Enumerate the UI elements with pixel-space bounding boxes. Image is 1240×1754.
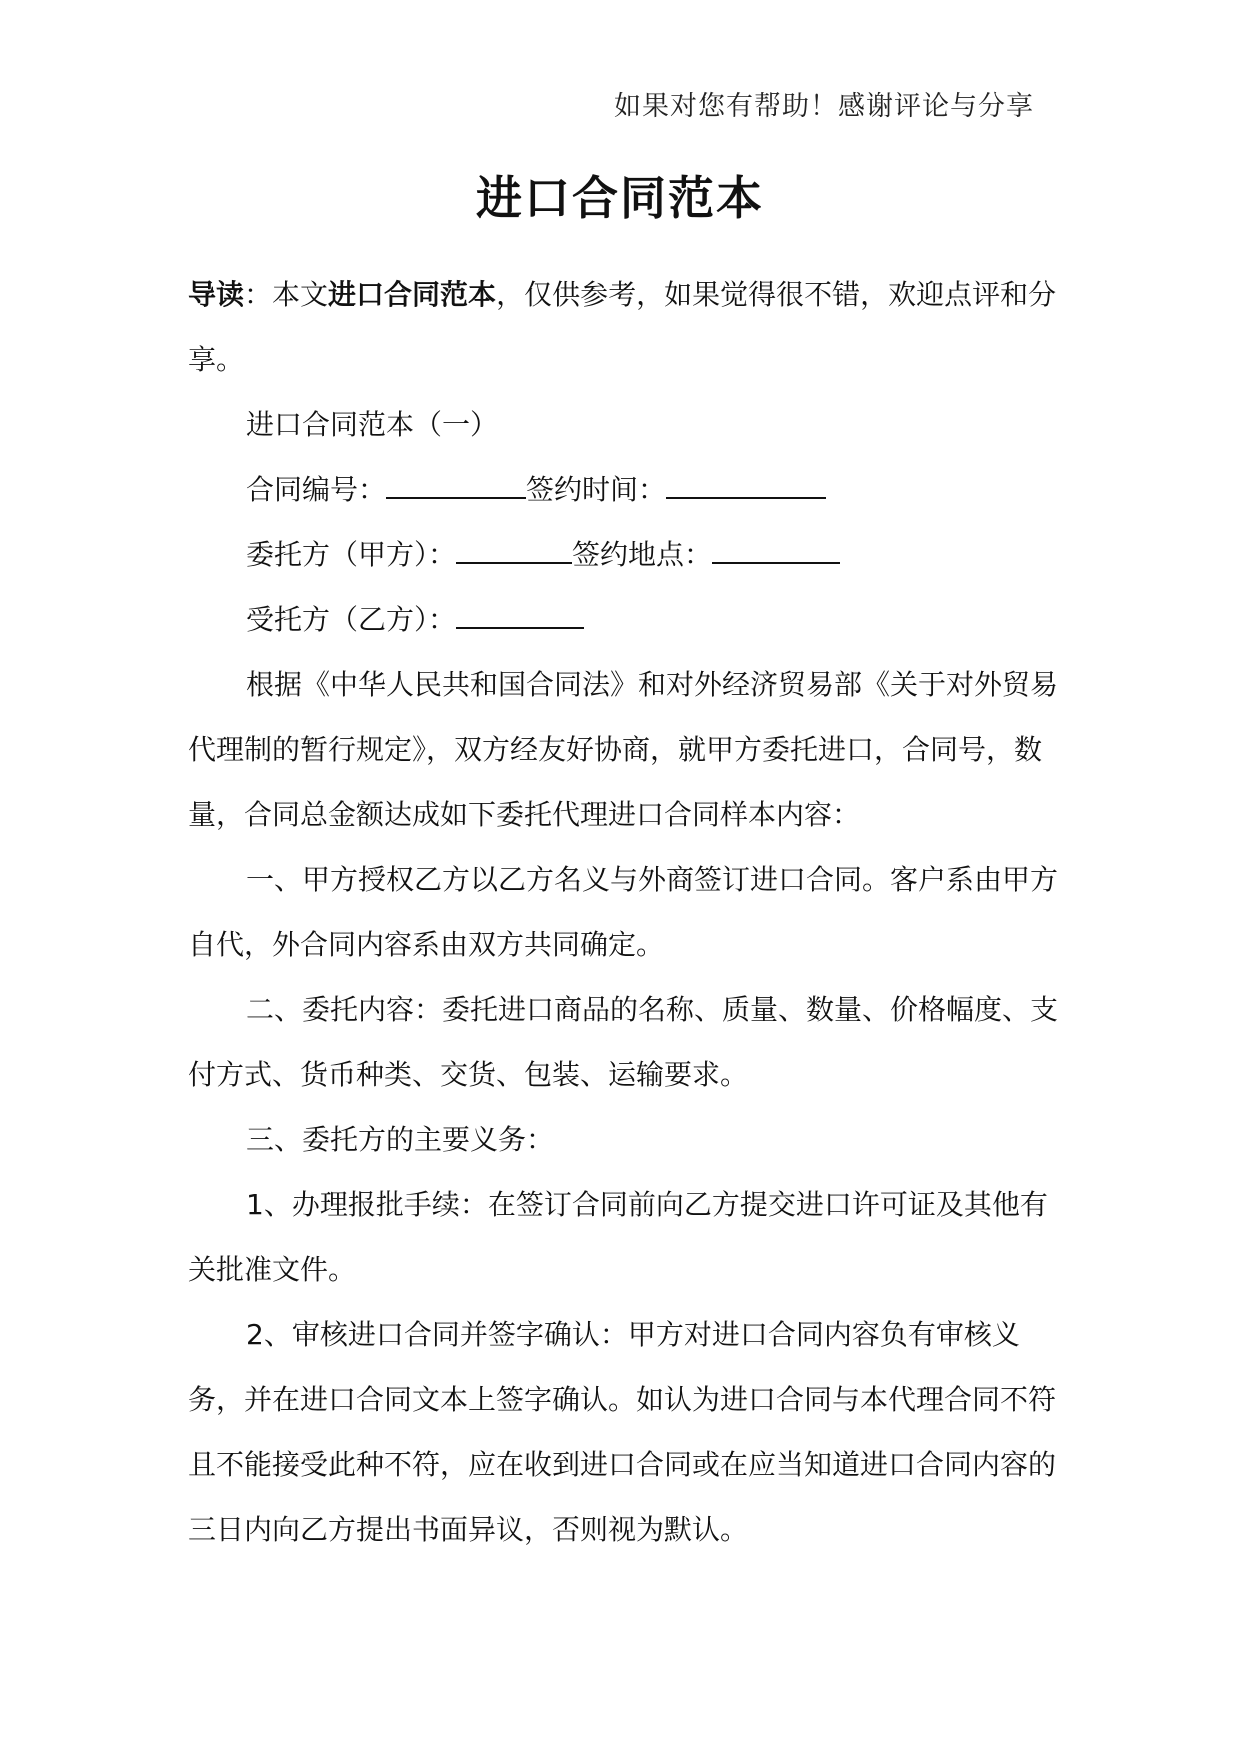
intro-paragraph [188,262,1068,392]
contract-no-label: 合同编号： [246,473,387,506]
body-paragraph: 一、甲方授权乙方以乙方名义与外商签订进口合同。客户系由甲方自代，外合同内容系由双方共同确定。 [188,863,1059,961]
body-paragraph: 三、委托方的主要义务： [246,1123,555,1156]
party-a-label: 委托方（甲方）： [246,538,457,571]
section-title: 进口合同范本（一） [246,408,499,441]
sign-time-label: 签约时间： [526,473,667,506]
sign-time-blank [666,469,826,499]
party-b-label: 受托方（乙方）： [246,603,457,636]
body-paragraph: 根据《中华人民共和国合同法》和对外经济贸易部《关于对外贸易代理制的暂行规定》，双方经友好协商，就甲方委托进口，合同号，数量，合同总金额达成如下委托代理进口合同样本内容： [188,668,1059,831]
header-note: 如果对您有帮助！感谢评论与分享 [614,91,1034,122]
intro-post: ，仅供参考，如果觉得很不错，欢迎点评和分享。 [188,278,1057,376]
sign-place-blank [712,534,840,564]
page-title: 进口合同范本 [476,171,764,225]
field-line-party-a [188,522,1068,587]
party-b-blank [456,599,584,629]
body-paragraph: 2、审核进口合同并签字确认：甲方对进口合同内容负有审核义务，并在进口合同文本上签字确认。如认为进口合同与本代理合同不符且不能接受此种不符，应在收到进口合同或在应当知道进口合同内容的三日内向乙方提出书面异议，否则视为默认。 [188,1318,1057,1546]
body-paragraph: 二、委托内容：委托进口商品的名称、质量、数量、价格幅度、支付方式、货币种类、交货、包装、运输要求。 [188,993,1059,1091]
field-line-contract [188,457,1068,522]
body-paragraph: 1、办理报批手续：在签订合同前向乙方提交进口许可证及其他有关批准文件。 [188,1188,1048,1286]
field-line-party-b [188,587,1068,652]
intro-colon: ： [244,278,273,311]
intro-label: 导读 [188,278,245,311]
intro-bold-title: 进口合同范本 [328,278,497,311]
party-a-blank [456,534,572,564]
sign-place-label: 签约地点： [572,538,713,571]
document-body [188,262,1068,1562]
intro-pre: 本文 [272,278,329,311]
contract-no-blank [386,469,526,499]
